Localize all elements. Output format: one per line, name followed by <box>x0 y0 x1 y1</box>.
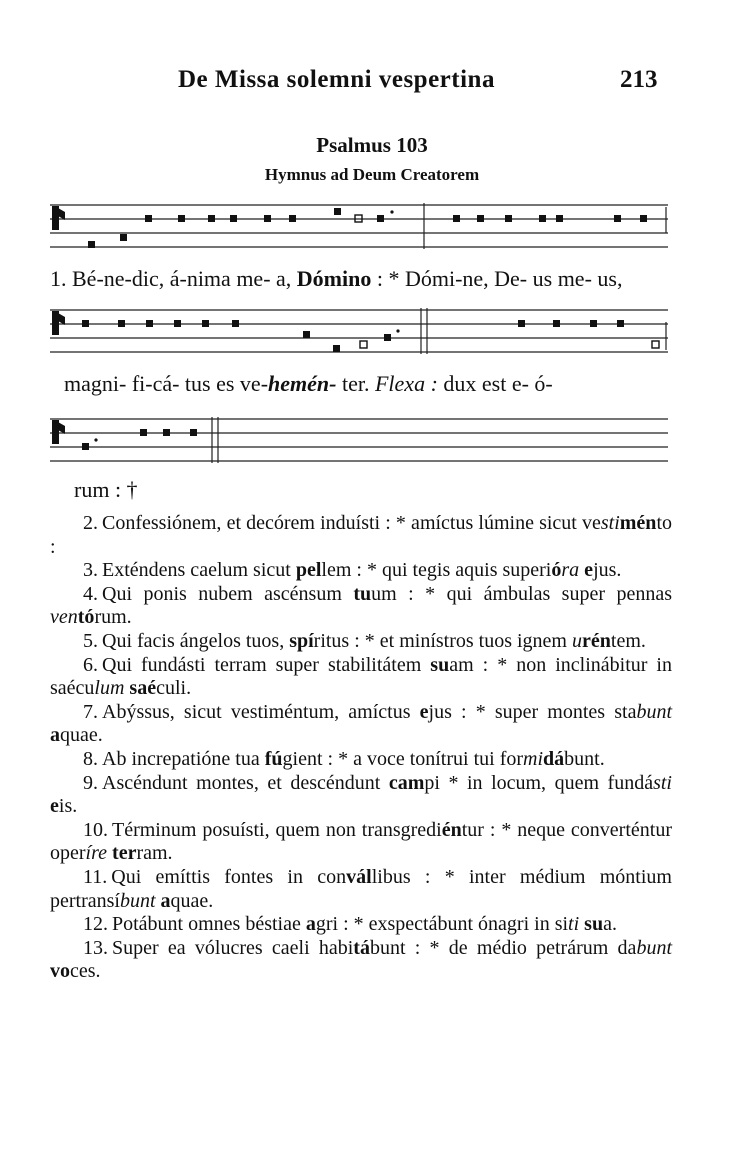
psalm-verses <box>50 512 672 984</box>
verse <box>50 913 672 937</box>
verse-number: 4. <box>83 582 98 605</box>
verse-number: 10. <box>83 818 108 841</box>
verse <box>50 701 672 748</box>
verse-text: Ascéndunt montes, et descéndunt campi * in locum, quem fundásti eis. <box>50 771 672 818</box>
verse <box>50 819 672 866</box>
verse <box>50 772 672 819</box>
verse-text: Qui fundásti terram super stabilitátem suam : * non inclinábitur in saéculum saéculi. <box>50 653 672 700</box>
verse-number: 5. <box>83 629 98 652</box>
psalm-subtitle: Hymnus ad Deum Creatorem <box>264 165 480 184</box>
running-title: De Missa solemni vespertina <box>178 66 495 93</box>
verse-text: Abýssus, sicut vestiméntum, amíctus ejus : * super montes stabunt aquae. <box>50 700 673 747</box>
chant-notation <box>0 0 744 480</box>
verse-number: 2. <box>83 512 98 534</box>
verse-number: 13. <box>83 936 108 959</box>
chant-lyric-line-2: magni- fi-cá- tus es ve-hemén- ter. Flexa : dux est e- ó- <box>64 371 553 396</box>
verse-number: 7. <box>83 700 98 723</box>
verse <box>50 630 672 654</box>
verse-text: Ab increpatióne tua fúgient : * a voce tonítrui tui formidábunt. <box>102 747 605 770</box>
chant-lyric-line-1: 1. Bé-ne-dic, á-nima me- a, Dómino : * Dómi-ne, De- us me- us, <box>50 266 623 291</box>
verse-number: 8. <box>83 747 98 770</box>
verse <box>50 559 672 583</box>
verse-text: Qui emíttis fontes in convállibus : * inter médium móntium pertransíbunt aquae. <box>50 865 672 912</box>
verse <box>50 937 672 984</box>
verse <box>50 512 672 559</box>
verse-text: Super ea vólucres caeli habitábunt : * de médio petrárum dabunt voces. <box>50 936 672 983</box>
verse-text: Términum posuísti, quem non transgrediéntur : * neque converténtur operíre terram. <box>50 818 672 865</box>
verse-number: 3. <box>83 559 98 582</box>
verse-number: 9. <box>83 771 98 794</box>
psalm-title: Psalmus 103 <box>316 133 428 157</box>
verse-text: Potábunt omnes béstiae agri : * exspectábunt ónagri in siti sua. <box>112 913 617 936</box>
verse <box>50 866 672 913</box>
chant-lyric-line-3: rum : † <box>74 477 138 502</box>
verse-text: Exténdens caelum sicut pellem : * qui tegis aquis superióra ejus. <box>102 559 622 582</box>
verse-number: 6. <box>83 653 98 676</box>
verse-number: 11. <box>83 865 108 888</box>
verse-text: Confessiónem, et decórem induísti : * amíctus lúmine sicut vestiménto : <box>50 512 672 558</box>
verse-text: Qui ponis nubem ascénsum tuum : * qui ámbulas super pennas ventórum. <box>50 582 672 629</box>
verse <box>50 654 672 701</box>
verse-number: 12. <box>83 913 108 936</box>
verse <box>50 748 672 772</box>
verse-text: Qui facis ángelos tuos, spíritus : * et minístros tuos ignem uréntem. <box>102 629 646 652</box>
verse <box>50 583 672 630</box>
page-number: 213 <box>620 66 658 93</box>
